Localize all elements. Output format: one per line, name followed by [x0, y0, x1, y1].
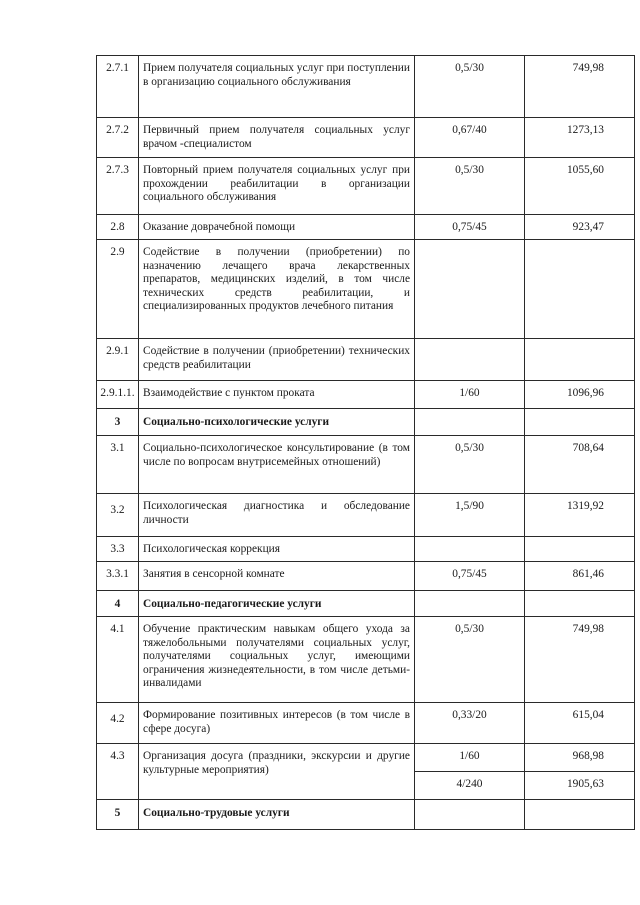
- table-row: [97, 215, 635, 240]
- time-norm: [415, 800, 525, 830]
- service-price: 923,47: [525, 215, 635, 240]
- service-description: Содействие в получении (приобретении) по назначению лечащего врача лекарственных препаратов, медицинских изделий, в том числе технических средств реабилитации, и специализированных продуктов лечебного питания: [139, 240, 415, 339]
- service-price: [525, 240, 635, 339]
- section-row: [97, 409, 635, 436]
- service-price: [525, 339, 635, 381]
- table-row: [97, 339, 635, 381]
- service-price: [525, 800, 635, 830]
- service-price: 1055,60: [525, 158, 635, 215]
- row-number: 4.3: [97, 744, 139, 800]
- time-norm: 0,75/45: [415, 215, 525, 240]
- row-number: 3.2: [97, 494, 139, 537]
- table-row: [97, 703, 635, 744]
- table-row: [97, 240, 635, 339]
- table-row: [97, 494, 635, 537]
- row-number: 3.1: [97, 436, 139, 494]
- service-price-alt: 1905,63: [525, 772, 635, 800]
- row-number: 2.9.1: [97, 339, 139, 381]
- table-row: [97, 744, 635, 772]
- table-row: [97, 562, 635, 591]
- row-number: 2.7.1: [97, 56, 139, 118]
- service-description: Первичный прием получателя социальных услуг врачом -специалистом: [139, 118, 415, 158]
- row-number: 3.3.1: [97, 562, 139, 591]
- service-description: Содействие в получении (приобретении) технических средств реабилитации: [139, 339, 415, 381]
- table-row: [97, 537, 635, 562]
- time-norm: [415, 339, 525, 381]
- section-number: 5: [97, 800, 139, 830]
- service-price: 749,98: [525, 56, 635, 118]
- service-description: Повторный прием получателя социальных услуг при прохождении реабилитации в организации социального обслуживания: [139, 158, 415, 215]
- section-row: [97, 591, 635, 617]
- row-number: 2.8: [97, 215, 139, 240]
- service-price: 749,98: [525, 617, 635, 703]
- service-description: Социально-психологическое консультирование (в том числе по вопросам внутрисемейных отношений): [139, 436, 415, 494]
- service-description: Обучение практическим навыкам общего ухода за тяжелобольными получателями социальных услуг, получателями социальных услуг, имеющими ограничения жизнедеятельности, в том числе детьми-инвалидами: [139, 617, 415, 703]
- time-norm: 0,33/20: [415, 703, 525, 744]
- time-norm: 1/60: [415, 744, 525, 772]
- row-number: 3.3: [97, 537, 139, 562]
- service-description: Психологическая коррекция: [139, 537, 415, 562]
- service-description: Организация досуга (праздники, экскурсии и другие культурные мероприятия): [139, 744, 415, 800]
- section-title: Социально-педагогические услуги: [139, 591, 415, 617]
- time-norm: 0,5/30: [415, 158, 525, 215]
- service-description: Психологическая диагностика и обследование личности: [139, 494, 415, 537]
- service-description: Прием получателя социальных услуг при поступлении в организацию социального обслуживания: [139, 56, 415, 118]
- time-norm: [415, 409, 525, 436]
- service-price: [525, 537, 635, 562]
- service-description: Формирование позитивных интересов (в том числе в сфере досуга): [139, 703, 415, 744]
- service-description: Взаимодействие с пунктом проката: [139, 381, 415, 409]
- time-norm-alt: 4/240: [415, 772, 525, 800]
- section-title: Социально-трудовые услуги: [139, 800, 415, 830]
- row-number: 2.9: [97, 240, 139, 339]
- service-price: 1273,13: [525, 118, 635, 158]
- time-norm: [415, 537, 525, 562]
- row-number: 2.7.2: [97, 118, 139, 158]
- row-number: 4.1: [97, 617, 139, 703]
- time-norm: [415, 591, 525, 617]
- section-number: 3: [97, 409, 139, 436]
- service-price: 708,64: [525, 436, 635, 494]
- table-row: [97, 617, 635, 703]
- services-tariff-table: [96, 55, 635, 830]
- table-row: [97, 118, 635, 158]
- service-description: Оказание доврачебной помощи: [139, 215, 415, 240]
- row-number: 2.9.1.1.: [97, 381, 139, 409]
- time-norm: 1,5/90: [415, 494, 525, 537]
- service-description: Занятия в сенсорной комнате: [139, 562, 415, 591]
- row-number: 4.2: [97, 703, 139, 744]
- table-body: [97, 56, 635, 830]
- service-price: [525, 591, 635, 617]
- time-norm: 0,5/30: [415, 56, 525, 118]
- time-norm: 1/60: [415, 381, 525, 409]
- table-row: [97, 56, 635, 118]
- row-number: 2.7.3: [97, 158, 139, 215]
- time-norm: 0,75/45: [415, 562, 525, 591]
- service-price: 615,04: [525, 703, 635, 744]
- time-norm: 0,67/40: [415, 118, 525, 158]
- service-price: 968,98: [525, 744, 635, 772]
- service-price: 1319,92: [525, 494, 635, 537]
- time-norm: [415, 240, 525, 339]
- section-number: 4: [97, 591, 139, 617]
- table-row: [97, 158, 635, 215]
- service-price: 861,46: [525, 562, 635, 591]
- section-title: Социально-психологические услуги: [139, 409, 415, 436]
- service-price: 1096,96: [525, 381, 635, 409]
- service-price: [525, 409, 635, 436]
- table-row: [97, 381, 635, 409]
- table-row: [97, 436, 635, 494]
- section-row: [97, 800, 635, 830]
- time-norm: 0,5/30: [415, 436, 525, 494]
- time-norm: 0,5/30: [415, 617, 525, 703]
